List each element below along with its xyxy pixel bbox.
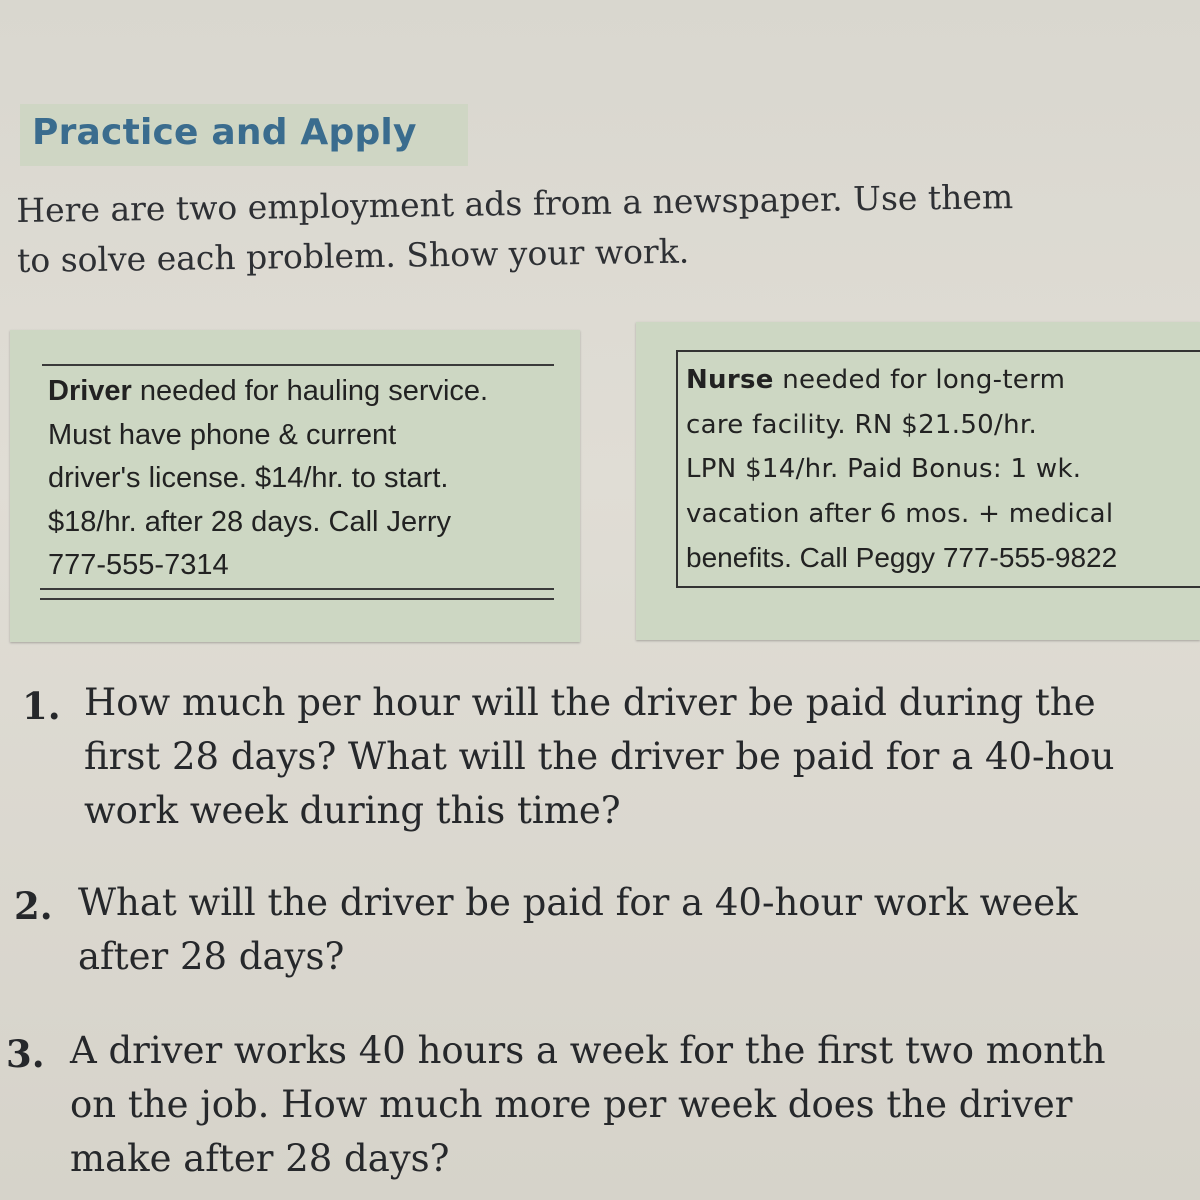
intro-line: to solve each problem. Show your work. [16, 231, 690, 280]
question-line: make after 28 days? [70, 1137, 450, 1180]
question-number: 1. [22, 684, 61, 728]
ad-line-text: needed for long-term [773, 365, 1066, 395]
question-number: 2. [14, 884, 53, 928]
ad-phone: benefits. Call Peggy 777-555-9822 [686, 542, 1118, 573]
question-line: after 28 days? [78, 935, 345, 978]
intro-line: Here are two employment ads from a newspaper. Use them [16, 177, 1014, 230]
ad-line: Must have phone & current [48, 418, 397, 451]
nurse-ad-text [686, 358, 1200, 581]
question-line: first 28 days? What will the driver be paid for a 40-hou [84, 735, 1115, 778]
ad-rule [42, 364, 554, 366]
question-2 [78, 876, 1078, 984]
question-line: on the job. How much more per week does the driver [70, 1083, 1073, 1126]
intro-paragraph [16, 170, 1187, 286]
question-number: 3. [6, 1032, 45, 1076]
question-line: How much per hour will the driver be paid during the [84, 681, 1096, 724]
driver-ad [10, 330, 580, 642]
question-1 [84, 676, 1114, 838]
ad-line: LPN $14/hr. Paid Bonus: 1 wk. [686, 454, 1082, 484]
ad-line [686, 358, 1200, 403]
ad-line: vacation after 6 mos. + medical [686, 498, 1114, 529]
ad-phone: 777-555-7314 [48, 549, 229, 581]
ad-line: $18/hr. after 28 days. Call Jerry [48, 505, 451, 538]
question-line: A driver works 40 hours a week for the first two month [70, 1029, 1106, 1072]
question-line: What will the driver be paid for a 40-hour work week [78, 881, 1078, 924]
ad-rule [40, 588, 554, 590]
ad-keyword: Nurse [686, 365, 774, 395]
driver-ad-text [48, 370, 568, 588]
ad-line [48, 370, 568, 414]
ad-rule [40, 598, 554, 600]
nurse-ad [636, 322, 1200, 640]
question-line: work week during this time? [84, 789, 621, 832]
ad-line: care facility. RN $21.50/hr. [686, 409, 1038, 440]
ad-line: driver's license. $14/hr. to start. [48, 462, 449, 494]
question-3 [70, 1024, 1106, 1186]
ad-line-text: needed for hauling service. [131, 375, 489, 407]
ad-keyword: Driver [48, 375, 132, 407]
section-title: Practice and Apply [32, 112, 417, 153]
